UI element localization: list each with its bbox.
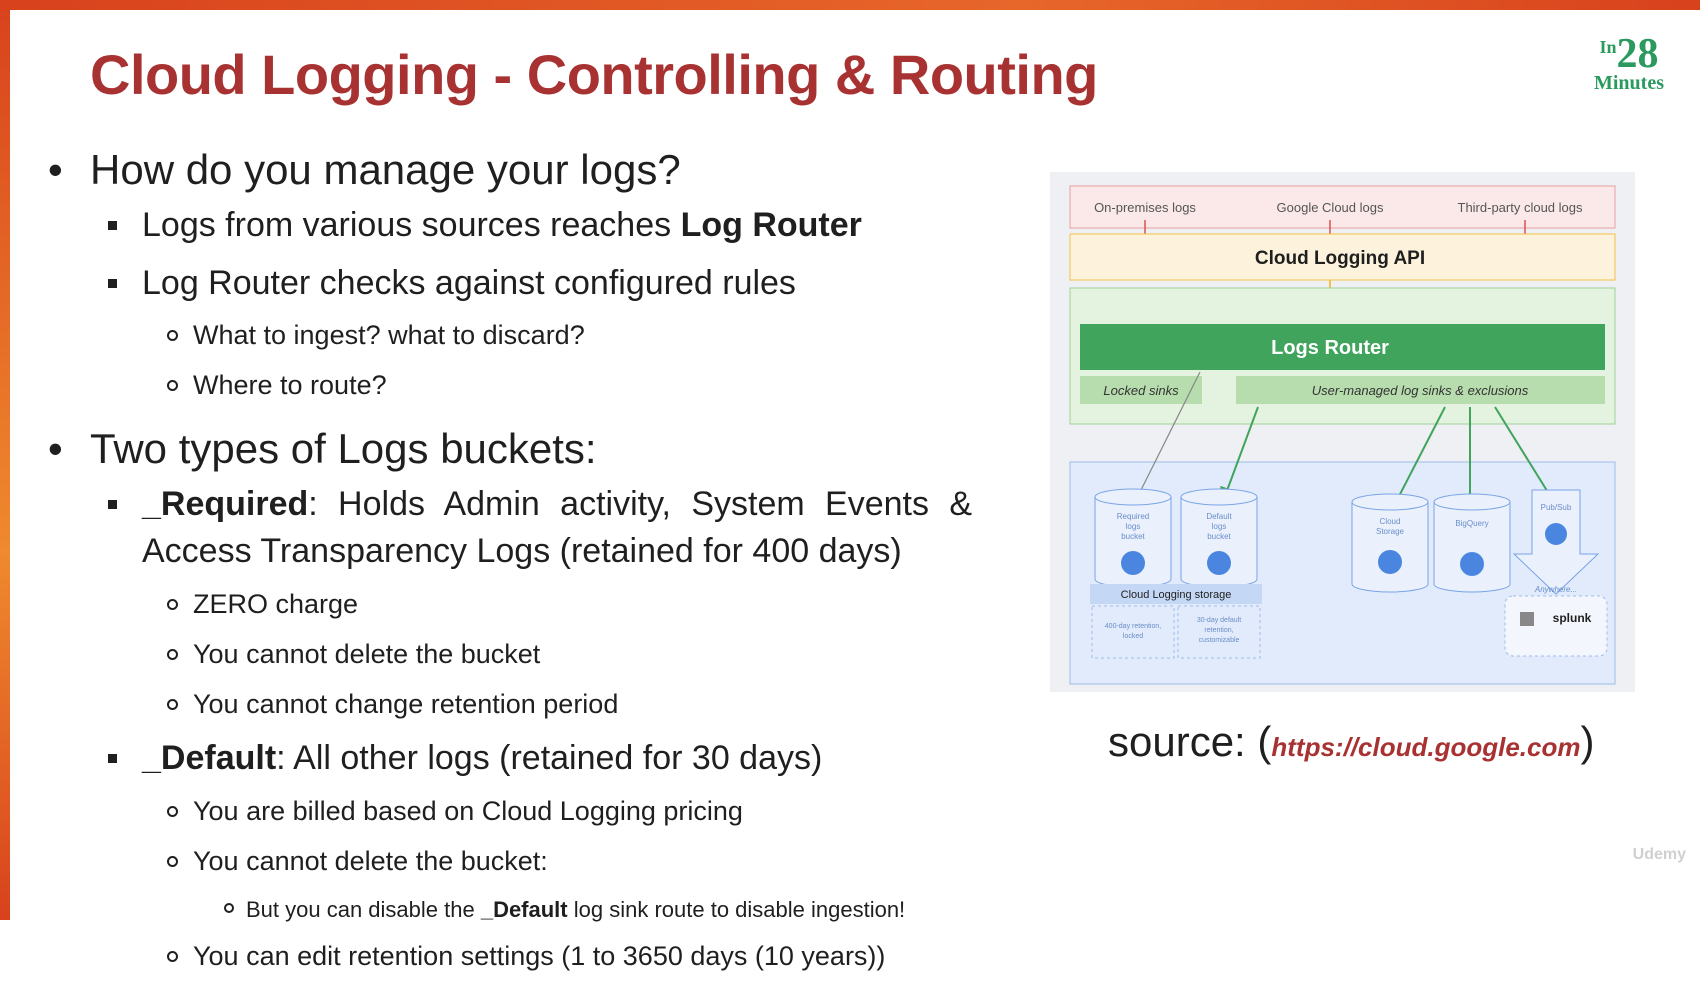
bullet-bucket-types: • Two types of Logs buckets: — [90, 425, 998, 473]
bigquery-label: BigQuery — [1455, 519, 1489, 528]
source-thirdparty-label: Third-party cloud logs — [1457, 200, 1583, 215]
locked-sinks-label: Locked sinks — [1103, 383, 1179, 398]
splunk-label: splunk — [1552, 611, 1592, 625]
cloud-storage-dest — [1352, 494, 1428, 592]
bullet-disable-sink: But you can disable the _Default log sink route to disable ingestion! — [246, 893, 998, 926]
logging-storage-label: Cloud Logging storage — [1120, 589, 1232, 601]
slide-left-border — [0, 0, 10, 920]
bullet-cannot-change-retention: You cannot change retention period — [193, 686, 998, 724]
logs-router-label: Logs Router — [1271, 337, 1389, 359]
in28minutes-logo: In28 Minutes — [1594, 31, 1664, 94]
source-link[interactable]: https://cloud.google.com — [1271, 732, 1581, 762]
slide-top-border — [0, 0, 1700, 10]
bullet-content — [48, 146, 998, 987]
udemy-watermark: Udemy — [1632, 846, 1686, 863]
cloud-storage-icon — [1378, 550, 1402, 574]
diagram-svg — [1050, 172, 1635, 692]
bigquery-dest — [1434, 494, 1510, 592]
note-400-label: 400-day retention, locked — [1104, 623, 1162, 640]
bullet-where-route: Where to route? — [193, 367, 998, 405]
bullet-ingest-discard: What to ingest? what to discard? — [193, 317, 998, 355]
user-sinks-label: User-managed log sinks & exclusions — [1311, 383, 1529, 398]
bullet-default-cannot-delete: You cannot delete the bucket: — [193, 843, 998, 881]
bullet-zero-charge: ZERO charge — [193, 586, 998, 624]
required-bucket-icon — [1121, 551, 1145, 575]
pubsub-label: Pub/Sub — [1540, 503, 1572, 512]
anywhere-label: Anywhere... — [1534, 585, 1578, 594]
source-citation: source: (https://cloud.google.com) — [1108, 718, 1595, 765]
default-bucket-icon — [1207, 551, 1231, 575]
bullet-billed: You are billed based on Cloud Logging pricing — [193, 793, 998, 831]
bullet-log-router-rules: Log Router checks against configured rules — [142, 260, 998, 308]
default-bucket-label: Default logs bucket — [1206, 512, 1232, 541]
third-party-icon — [1520, 612, 1534, 626]
bullet-log-router-sources: Logs from various sources reaches Log Router — [142, 202, 998, 250]
cloud-storage-label: Cloud Storage — [1375, 517, 1405, 536]
slide-title: Cloud Logging - Controlling & Routing — [90, 43, 1098, 106]
bullet-manage-logs: • How do you manage your logs? — [90, 146, 998, 194]
logging-api-label: Cloud Logging API — [1254, 248, 1426, 269]
bullet-default-bucket: _Default: All other logs (retained for 30 days) — [142, 735, 998, 783]
required-bucket-label: Required logs bucket — [1116, 512, 1150, 541]
logging-architecture-diagram — [1050, 172, 1635, 692]
bullet-edit-retention: You can edit retention settings (1 to 3650 days (10 years)) — [193, 938, 998, 976]
source-onprem-label: On-premises logs — [1094, 200, 1196, 215]
note-30-label: 30-day default retention, customizable — [1196, 617, 1242, 644]
bigquery-icon — [1460, 552, 1484, 576]
bullet-required-bucket: _Required: Holds Admin activity, System Events & Access Transparency Logs (retained for 400 days) — [142, 481, 972, 576]
bullet-cannot-delete: You cannot delete the bucket — [193, 636, 998, 674]
source-gcp-label: Google Cloud logs — [1276, 200, 1384, 215]
pubsub-icon — [1545, 523, 1567, 545]
